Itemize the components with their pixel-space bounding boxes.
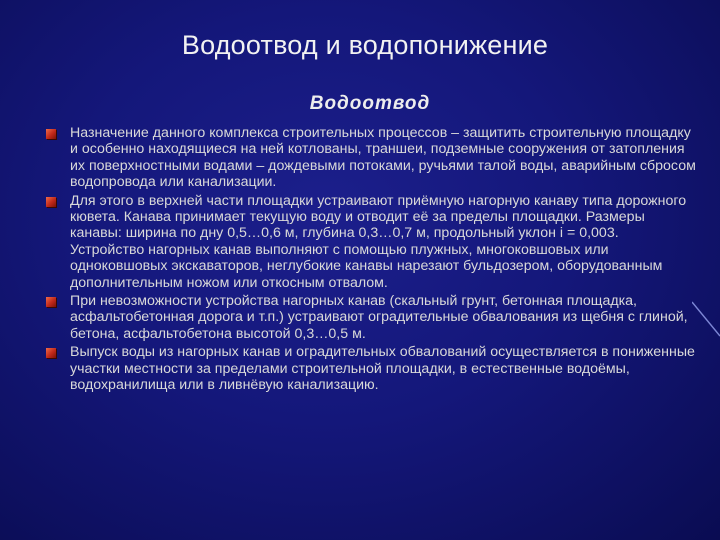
bullet-text: Назначение данного комплекса строительных процессов – защитить строительную площадку и особенно находящиеся на ней котлованы, траншеи, подземные сооружения от затопления их поверхностными водами – дождевыми потоками, ручьями талой воды, аварийным сбросом водопровода или канализации. [70, 125, 696, 191]
bullet-item [46, 193, 696, 291]
square-bullet-icon [46, 348, 56, 358]
bullet-text: Выпуск воды из нагорных канав и оградительных обвалований осуществляется в пониженные участки местности за пределами строительной площадки, в естественные водоёмы, водохранилища или в ливнёвую канализацию. [70, 344, 695, 394]
square-bullet-icon [46, 297, 56, 307]
square-bullet-icon [46, 197, 56, 207]
bullet-item [46, 125, 696, 191]
slide-subtitle: Водоотвод [309, 93, 431, 114]
bullet-list [46, 125, 696, 396]
bullet-item [46, 344, 696, 393]
decorative-line [692, 300, 720, 340]
bullet-text: Для этого в верхней части площадки устраивают приёмную нагорную канаву типа дорожного кювета. Канава принимает текущую воду и отводит её за пределы площадки. Размеры канавы: ширина по дну 0,5…0,6 м, глубина 0,3…0,7 м, продольный уклон i = 0,003. Устройство нагорных канав выполняют с помощью плужных, многоковшовых или одноковшовых экскаваторов, неглубокие канавы нарезают бульдозером, оборудованным дополнительным ножом или откосным отвалом. [70, 192, 687, 291]
square-bullet-icon [46, 129, 56, 139]
bullet-text: При невозможности устройства нагорных канав (скальный грунт, бетонная площадка, асфальтобетонная дорога и т.п.) устраивают оградительные обвалования из щебня с глиной, бетона, асфальтобетона высотой 0,3…0,5 м. [70, 293, 688, 342]
bullet-item [46, 293, 696, 342]
slide-title: Водоотвод и водопонижение [181, 30, 549, 60]
